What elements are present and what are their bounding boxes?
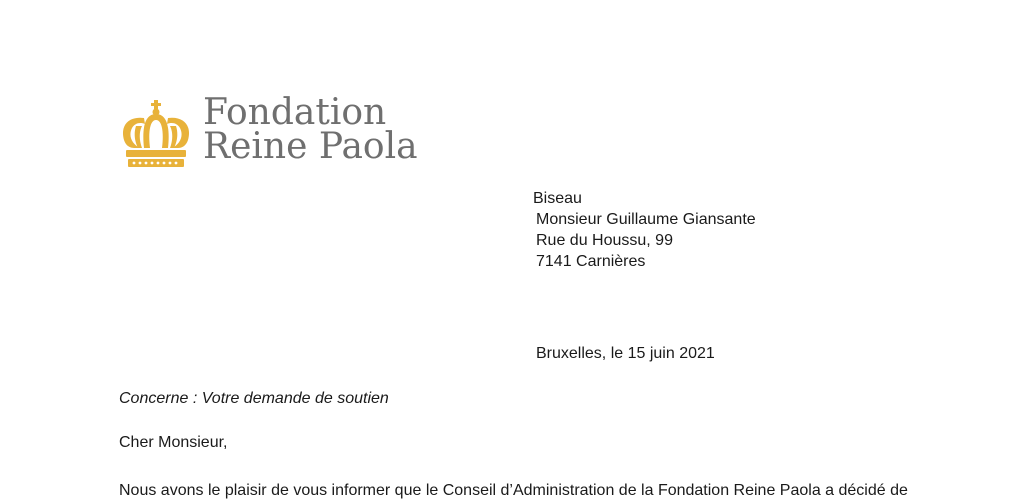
recipient-city: 7141 Carnières — [536, 253, 646, 270]
letter-salutation: Cher Monsieur, — [119, 434, 228, 451]
logo-line-1: Fondation — [203, 92, 387, 133]
recipient-name: Monsieur Guillaume Giansante — [536, 211, 756, 228]
logo-line-2: Reine Paola — [203, 126, 418, 167]
letter-body-line: Nous avons le plaisir de vous informer que le Conseil d’Administration de la Fondation Reine Paola a décidé de — [119, 482, 908, 499]
recipient-address — [533, 188, 756, 272]
logo-wordmark — [203, 92, 418, 167]
letter-subject: Concerne : Votre demande de soutien — [119, 390, 389, 407]
foundation-logo — [118, 92, 418, 170]
recipient-street: Rue du Houssu, 99 — [536, 232, 673, 249]
letter-date: Bruxelles, le 15 juin 2021 — [536, 345, 715, 362]
recipient-line-0: Biseau — [533, 190, 582, 207]
crown-icon — [118, 100, 194, 170]
